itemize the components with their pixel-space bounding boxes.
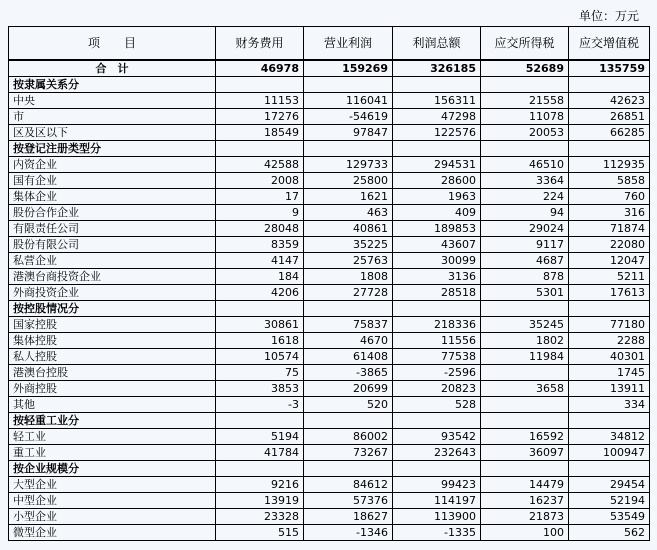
- row-value: 66285: [569, 125, 650, 141]
- row-value: 11984: [481, 349, 569, 365]
- row-value: -1346: [304, 525, 393, 541]
- row-value: 28518: [393, 285, 481, 301]
- row-value: 16592: [481, 429, 569, 445]
- row-value: 5211: [569, 269, 650, 285]
- row-label: 私人控股: [9, 349, 216, 365]
- section-row: [9, 461, 650, 477]
- row-label: 大型企业: [9, 477, 216, 493]
- row-label: 外商投资企业: [9, 285, 216, 301]
- row-value: 129733: [304, 157, 393, 173]
- row-value: 36097: [481, 445, 569, 461]
- section-row: [9, 141, 650, 157]
- row-value: 334: [569, 397, 650, 413]
- section-row: [9, 413, 650, 429]
- row-label: 港澳台控股: [9, 365, 216, 381]
- table-row: [9, 221, 650, 237]
- row-value: 17: [216, 189, 304, 205]
- row-value: 99423: [393, 477, 481, 493]
- row-value: 26851: [569, 109, 650, 125]
- header-total-profit: 利润总额: [393, 27, 481, 61]
- empty-cell: [393, 413, 481, 429]
- row-value: 52194: [569, 493, 650, 509]
- row-value: 4670: [304, 333, 393, 349]
- row-value: -2596: [393, 365, 481, 381]
- unit-label: 单位：万元: [578, 9, 639, 23]
- total-row: [9, 60, 650, 77]
- row-value: 2288: [569, 333, 650, 349]
- row-value: 520: [304, 397, 393, 413]
- empty-cell: [304, 77, 393, 93]
- row-value: 40861: [304, 221, 393, 237]
- empty-cell: [216, 413, 304, 429]
- finance-table: [8, 26, 650, 541]
- header-financial-expenses: 财务费用: [216, 27, 304, 61]
- row-label: 集体企业: [9, 189, 216, 205]
- row-label: 内资企业: [9, 157, 216, 173]
- row-label: 轻工业: [9, 429, 216, 445]
- table-row: [9, 93, 650, 109]
- header-vat: 应交增值税: [569, 27, 650, 61]
- row-value: 20699: [304, 381, 393, 397]
- row-value: 10574: [216, 349, 304, 365]
- row-value: -3: [216, 397, 304, 413]
- row-label: 其他: [9, 397, 216, 413]
- empty-cell: [481, 301, 569, 317]
- row-label: 私营企业: [9, 253, 216, 269]
- row-value: 42623: [569, 93, 650, 109]
- row-value: 5301: [481, 285, 569, 301]
- table-row: [9, 237, 650, 253]
- table-row: [9, 173, 650, 189]
- table-row: [9, 493, 650, 509]
- row-value: 760: [569, 189, 650, 205]
- row-label: 有限责任公司: [9, 221, 216, 237]
- row-value: 463: [304, 205, 393, 221]
- row-value: 4147: [216, 253, 304, 269]
- row-value: -54619: [304, 109, 393, 125]
- header-income-tax: 应交所得税: [481, 27, 569, 61]
- row-value: 5858: [569, 173, 650, 189]
- row-value: 40301: [569, 349, 650, 365]
- row-value: 84612: [304, 477, 393, 493]
- table-row: [9, 349, 650, 365]
- row-value: 46510: [481, 157, 569, 173]
- empty-cell: [216, 141, 304, 157]
- row-value: 41784: [216, 445, 304, 461]
- row-value: 86002: [304, 429, 393, 445]
- row-value: 189853: [393, 221, 481, 237]
- table-row: [9, 445, 650, 461]
- row-value: 2008: [216, 173, 304, 189]
- table-row: [9, 125, 650, 141]
- table-row: [9, 381, 650, 397]
- row-label: 中型企业: [9, 493, 216, 509]
- section-title: 按轻重工业分: [9, 413, 216, 429]
- row-value: -1335: [393, 525, 481, 541]
- table-row: [9, 509, 650, 525]
- row-value: 35225: [304, 237, 393, 253]
- empty-cell: [393, 77, 481, 93]
- row-value: 47298: [393, 109, 481, 125]
- row-value: 93542: [393, 429, 481, 445]
- row-value: 3136: [393, 269, 481, 285]
- row-value: 16237: [481, 493, 569, 509]
- row-value: 94: [481, 205, 569, 221]
- table-row: [9, 205, 650, 221]
- row-value: 11078: [481, 109, 569, 125]
- row-value: 34812: [569, 429, 650, 445]
- row-value: 43607: [393, 237, 481, 253]
- empty-cell: [393, 141, 481, 157]
- total-value: 46978: [216, 60, 304, 77]
- row-value: 27728: [304, 285, 393, 301]
- empty-cell: [569, 141, 650, 157]
- header-operating-profit: 营业利润: [304, 27, 393, 61]
- row-value: 18549: [216, 125, 304, 141]
- row-value: 1808: [304, 269, 393, 285]
- row-label: 股份有限公司: [9, 237, 216, 253]
- empty-cell: [481, 413, 569, 429]
- empty-cell: [216, 301, 304, 317]
- empty-cell: [481, 141, 569, 157]
- row-value: 9117: [481, 237, 569, 253]
- row-value: 77538: [393, 349, 481, 365]
- row-value: 294531: [393, 157, 481, 173]
- row-value: 28048: [216, 221, 304, 237]
- row-value: 1745: [569, 365, 650, 381]
- row-value: 29024: [481, 221, 569, 237]
- row-label: 微型企业: [9, 525, 216, 541]
- header-item: 项 目: [9, 27, 216, 61]
- row-value: 73267: [304, 445, 393, 461]
- row-value: 224: [481, 189, 569, 205]
- row-value: 878: [481, 269, 569, 285]
- row-value: 4687: [481, 253, 569, 269]
- total-value: 159269: [304, 60, 393, 77]
- row-label: 市: [9, 109, 216, 125]
- row-label: 国有企业: [9, 173, 216, 189]
- row-value: 100: [481, 525, 569, 541]
- row-value: 17276: [216, 109, 304, 125]
- empty-cell: [569, 461, 650, 477]
- row-value: 21558: [481, 93, 569, 109]
- row-value: 97847: [304, 125, 393, 141]
- row-value: 528: [393, 397, 481, 413]
- section-title: 按企业规模分: [9, 461, 216, 477]
- row-value: [481, 365, 569, 381]
- section-title: 按控股情况分: [9, 301, 216, 317]
- row-label: 集体控股: [9, 333, 216, 349]
- table-row: [9, 477, 650, 493]
- total-value: 52689: [481, 60, 569, 77]
- empty-cell: [481, 461, 569, 477]
- row-label: 小型企业: [9, 509, 216, 525]
- section-row: [9, 301, 650, 317]
- row-label: 国家控股: [9, 317, 216, 333]
- row-value: 1618: [216, 333, 304, 349]
- row-value: 184: [216, 269, 304, 285]
- row-value: 75: [216, 365, 304, 381]
- empty-cell: [304, 141, 393, 157]
- empty-cell: [304, 461, 393, 477]
- table-row: [9, 269, 650, 285]
- row-value: 13911: [569, 381, 650, 397]
- row-value: 1802: [481, 333, 569, 349]
- row-value: 28600: [393, 173, 481, 189]
- row-value: 77180: [569, 317, 650, 333]
- row-label: 重工业: [9, 445, 216, 461]
- total-value: 135759: [569, 60, 650, 77]
- row-value: 23328: [216, 509, 304, 525]
- empty-cell: [569, 77, 650, 93]
- row-value: 4206: [216, 285, 304, 301]
- row-value: 14479: [481, 477, 569, 493]
- table-row: [9, 397, 650, 413]
- row-value: 409: [393, 205, 481, 221]
- row-value: 116041: [304, 93, 393, 109]
- row-value: 12047: [569, 253, 650, 269]
- table-row: [9, 365, 650, 381]
- row-value: 18627: [304, 509, 393, 525]
- row-value: 113900: [393, 509, 481, 525]
- row-value: 17613: [569, 285, 650, 301]
- empty-cell: [304, 301, 393, 317]
- row-value: 13919: [216, 493, 304, 509]
- row-value: 21873: [481, 509, 569, 525]
- row-value: 20823: [393, 381, 481, 397]
- row-value: 75837: [304, 317, 393, 333]
- section-title: 按登记注册类型分: [9, 141, 216, 157]
- row-value: 8359: [216, 237, 304, 253]
- row-value: 11556: [393, 333, 481, 349]
- row-value: 112935: [569, 157, 650, 173]
- empty-cell: [216, 461, 304, 477]
- row-label: 中央: [9, 93, 216, 109]
- table-body: [9, 60, 650, 541]
- row-value: 122576: [393, 125, 481, 141]
- table-row: [9, 317, 650, 333]
- table-row: [9, 109, 650, 125]
- table-row: [9, 253, 650, 269]
- total-value: 326185: [393, 60, 481, 77]
- row-value: 3364: [481, 173, 569, 189]
- row-value: 53549: [569, 509, 650, 525]
- empty-cell: [569, 301, 650, 317]
- row-value: 25800: [304, 173, 393, 189]
- row-label: 港澳台商投资企业: [9, 269, 216, 285]
- row-value: 1963: [393, 189, 481, 205]
- row-value: 3853: [216, 381, 304, 397]
- empty-cell: [216, 77, 304, 93]
- table-row: [9, 429, 650, 445]
- header-row: [9, 27, 650, 61]
- row-value: 1621: [304, 189, 393, 205]
- table-row: [9, 525, 650, 541]
- row-value: 156311: [393, 93, 481, 109]
- section-row: [9, 77, 650, 93]
- row-value: 25763: [304, 253, 393, 269]
- section-title: 按隶属关系分: [9, 77, 216, 93]
- row-value: 30861: [216, 317, 304, 333]
- row-label: 外商控股: [9, 381, 216, 397]
- empty-cell: [481, 77, 569, 93]
- total-label: 合 计: [9, 60, 216, 77]
- row-value: 316: [569, 205, 650, 221]
- row-label: 区及区以下: [9, 125, 216, 141]
- empty-cell: [393, 301, 481, 317]
- row-value: 42588: [216, 157, 304, 173]
- empty-cell: [569, 413, 650, 429]
- row-value: 3658: [481, 381, 569, 397]
- row-value: 562: [569, 525, 650, 541]
- row-value: 515: [216, 525, 304, 541]
- table-row: [9, 157, 650, 173]
- row-value: 11153: [216, 93, 304, 109]
- row-value: 30099: [393, 253, 481, 269]
- table-row: [9, 285, 650, 301]
- row-value: 232643: [393, 445, 481, 461]
- row-value: 9216: [216, 477, 304, 493]
- row-value: 9: [216, 205, 304, 221]
- row-label: 股份合作企业: [9, 205, 216, 221]
- row-value: 218336: [393, 317, 481, 333]
- row-value: 71874: [569, 221, 650, 237]
- row-value: 29454: [569, 477, 650, 493]
- table-row: [9, 189, 650, 205]
- row-value: 57376: [304, 493, 393, 509]
- row-value: 100947: [569, 445, 650, 461]
- empty-cell: [304, 413, 393, 429]
- row-value: 61408: [304, 349, 393, 365]
- row-value: 5194: [216, 429, 304, 445]
- row-value: 114197: [393, 493, 481, 509]
- row-value: -3865: [304, 365, 393, 381]
- row-value: 20053: [481, 125, 569, 141]
- row-value: 35245: [481, 317, 569, 333]
- row-value: 22080: [569, 237, 650, 253]
- row-value: [481, 397, 569, 413]
- empty-cell: [393, 461, 481, 477]
- table-row: [9, 333, 650, 349]
